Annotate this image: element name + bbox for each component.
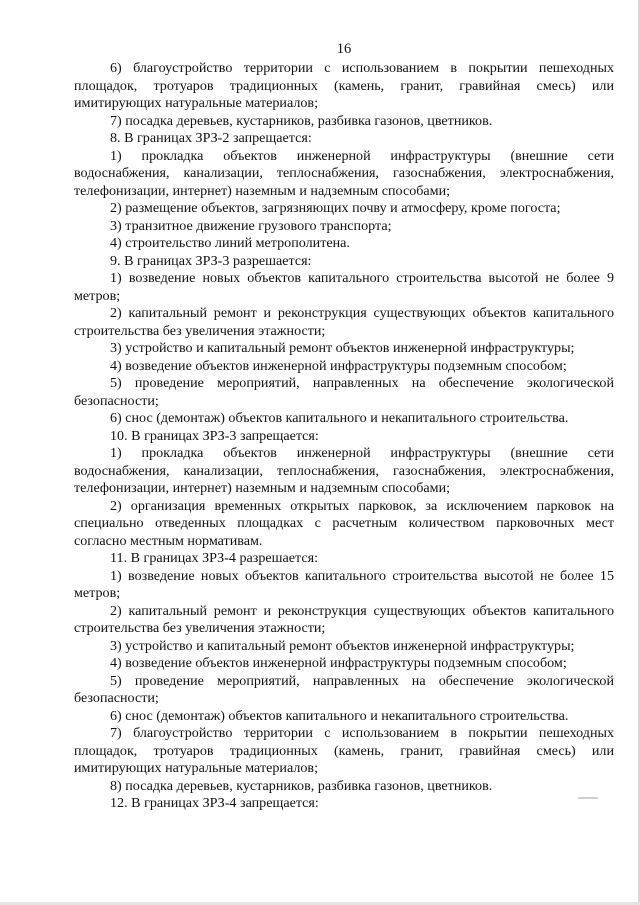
paragraph: 7) посадка деревьев, кустарников, разбивка газонов, цветников. bbox=[110, 112, 493, 129]
section-heading: 10. В границах ЗРЗ-3 запрещается: bbox=[110, 427, 319, 444]
page-number: 16 bbox=[336, 41, 352, 57]
paragraph: 5) проведение мероприятий, направленных на обеспечение экологической безопасности; bbox=[74, 672, 614, 706]
paragraph: 4) возведение объектов инженерной инфраструктуры подземным способом; bbox=[110, 655, 567, 671]
section-heading: 11. В границах ЗРЗ-4 разрешается: bbox=[110, 550, 318, 566]
paragraph: 3) транзитное движение грузового транспорта; bbox=[110, 217, 392, 234]
paragraph: 1) прокладка объектов инженерной инфраструктуры (внешние сети водоснабжения, канализации, теплоснабжения, газоснабжения, электроснабжения, телефонизации, интернет) наземным и надземным способами; bbox=[74, 147, 614, 199]
section-heading: 8. В границах ЗРЗ-2 запрещается: bbox=[110, 130, 312, 146]
paragraph: 1) возведение новых объектов капитального строительства высотой не более 15 метров; bbox=[74, 567, 614, 601]
paragraph: 7) благоустройство территории с использованием в покрытии пешеходных площадок, тротуаров традиционных (камень, гранит, гравийная смесь) или имитирующих натуральные материалов; bbox=[74, 725, 614, 776]
paragraph: 8) посадка деревьев, кустарников, разбивка газонов, цветников. bbox=[110, 777, 493, 794]
paragraph: 4) возведение объектов инженерной инфраструктуры подземным способом; bbox=[110, 357, 567, 374]
section-heading: 12. В границах ЗРЗ-4 запрещается: bbox=[110, 795, 319, 811]
scan-smudge bbox=[578, 797, 598, 799]
section-heading: 9. В границах ЗРЗ-3 разрешается: bbox=[110, 252, 312, 269]
paragraph: 3) устройство и капитальный ремонт объектов инженерной инфраструктуры; bbox=[110, 637, 575, 654]
paragraph: 2) размещение объектов, загрязняющих почву и атмосферу, кроме погоста; bbox=[110, 200, 561, 216]
paragraph: 3) устройство и капитальный ремонт объектов инженерной инфраструктуры; bbox=[110, 340, 575, 356]
document-body bbox=[74, 60, 614, 813]
paragraph: 1) прокладка объектов инженерной инфраструктуры (внешние сети водоснабжения, канализации, теплоснабжения, газоснабжения, электроснабжения, телефонизации, интернет) наземным и надземным способами; bbox=[74, 445, 614, 496]
paragraph: 6) снос (демонтаж) объектов капитального и некапитального строительства. bbox=[110, 707, 569, 724]
paragraph: 6) снос (демонтаж) объектов капитального и некапитального строительства. bbox=[110, 410, 569, 426]
paragraph: 5) проведение мероприятий, направленных на обеспечение экологической безопасности; bbox=[74, 375, 614, 409]
paragraph: 1) возведение новых объектов капитального строительства высотой не более 9 метров; bbox=[74, 270, 614, 304]
paragraph: 2) капитальный ремонт и реконструкция существующих объектов капитального строительства без увеличения этажности; bbox=[74, 602, 614, 636]
document-page bbox=[74, 0, 614, 905]
paragraph: 6) благоустройство территории с использованием в покрытии пешеходных площадок, тротуаров традиционных (камень, гранит, гравийная смесь) или имитирующих натуральные материалов; bbox=[74, 60, 614, 111]
paragraph: 2) организация временных открытых парковок, за исключением парковок на специально отведенных площадках с расчетным количеством парковочных мест согласно местным нормативам. bbox=[74, 497, 614, 549]
paragraph: 4) строительство линий метрополитена. bbox=[110, 235, 350, 251]
paragraph: 2) капитальный ремонт и реконструкция существующих объектов капитального строительства без увеличения этажности; bbox=[74, 305, 614, 339]
